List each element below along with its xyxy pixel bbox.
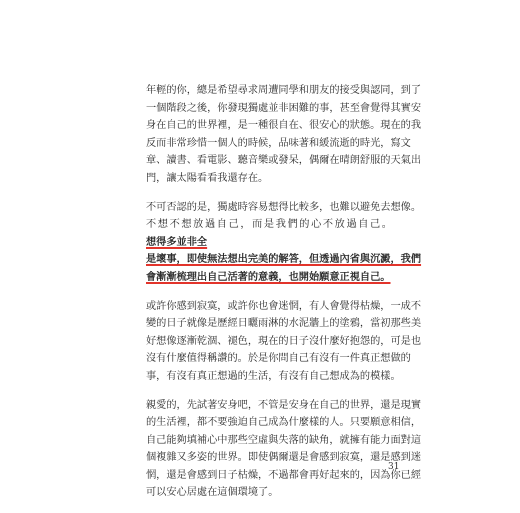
text-segment: 門，讓太陽看看我還存在。 [146,172,269,184]
text-line [146,269,392,287]
text-line [146,350,411,368]
text-line [146,170,392,188]
highlighted-text: 會漸漸梳理出自己活著的意義，也開始願意正視自己。 [146,270,391,283]
paragraph-1 [146,82,422,188]
text-segment: 不可否認的是，獨處時容易想得比較多，也難以避免去想像。 [146,201,422,213]
text-line [146,251,422,269]
text-segment: 變的日子就像是歷經日曬雨淋的水泥牆上的塗鴉，當初那些美 [146,318,422,330]
highlighted-text: 是壞事，即使無法想出完美的解答，但透過內省與沉澱，我們 [146,253,422,266]
text-line [146,368,401,386]
text-line [146,216,392,251]
text-segment: 不想不想放過自己，而是我們的心不放過自己。 [146,219,392,231]
text-line [146,397,422,415]
text-line [146,298,422,316]
text-segment: 反而非常珍惜一個人的時候，品味著和緩流逝的時光，寫文 [146,137,411,149]
text-segment: 章、讀書、看電影、聽音樂或發呆，偶爾在晴朗舒服的天氣出 [146,155,422,167]
page-number: 31 [388,462,400,472]
text-segment: 年輕的你，總是希望尋求周遭同學和朋友的接受與認同，到了 [146,85,422,96]
text-line [146,117,422,135]
highlighted-text: 想得多並非全 [146,235,208,248]
text-line [146,333,422,351]
paragraph-2 [146,199,422,287]
text-line [146,152,422,170]
text-segment: 一個階段之後，你發現獨處並非困難的事，甚至會覺得其實安 [146,102,422,114]
text-line [146,432,422,450]
text-line [146,484,392,502]
text-line [146,100,422,118]
text-segment: 個複雜又多姿的世界。即使偶爾還是會感到寂寞，還是感到迷 [146,452,422,464]
text-segment: 身在自己的世界裡，是一種很自在、很安心的狀態。現在的我 [146,120,422,132]
text-segment: 惘，還是會感到日子枯燥，不過都會再好起來的，因為你已經 [146,469,422,481]
text-segment: 自己能夠填補心中那些空虛與失落的缺角，就擁有能力面對這 [146,434,422,446]
text-line [146,82,422,100]
text-segment: 親愛的，先試著安身吧，不管是安身在自己的世界，還是現實 [146,399,422,411]
text-line [146,414,422,432]
text-line [146,135,411,153]
text-segment: 好想像逐漸乾涸、褪色，現在的日子沒什麼好抱怨的，可是也 [146,335,422,347]
text-line [146,199,422,217]
text-segment: 或許你感到寂寞，或許你也會迷惘，有人會覺得枯燥，一成不 [146,300,422,312]
text-segment: 事，有沒有真正想過的生活，有沒有自己想成為的模樣。 [146,370,401,382]
paragraph-3 [146,298,422,386]
text-segment: 的生活裡，都不要強迫自己成為什麼樣的人。只要願意相信， [146,417,422,429]
text-line [146,315,422,333]
text-segment: 沒有什麼值得稱讚的。於是你問自己有沒有一件真正想做的 [146,353,411,365]
text-segment: 可以安心居處在這個環境了。 [146,487,279,499]
